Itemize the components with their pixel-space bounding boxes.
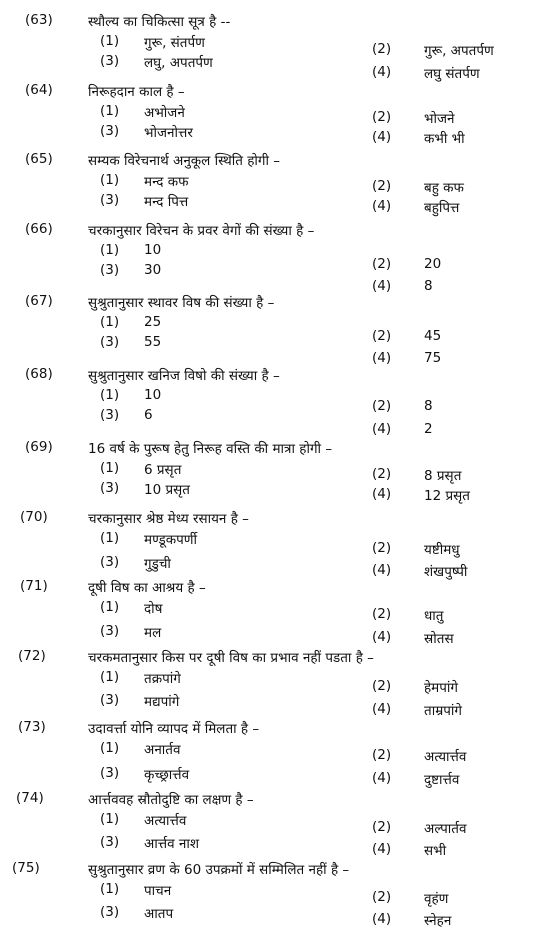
question-text: निरूहदान काल है –	[88, 84, 185, 100]
question-text: चरकानुसार विरेचन के प्रवर वेगों की संख्या है –	[88, 223, 315, 239]
question-70	[0, 509, 558, 580]
option-text: 8 प्रसृत	[424, 468, 462, 484]
question-number: (64)	[25, 82, 53, 98]
option-number: (2)	[372, 178, 392, 194]
question-number: (74)	[16, 790, 44, 806]
option-text: आर्त्तव नाश	[144, 836, 200, 852]
option-text: आतप	[144, 906, 174, 922]
option-text: कभी भी	[424, 131, 465, 147]
option-number: (1)	[100, 387, 120, 403]
option-text: यष्टीमधु	[424, 542, 460, 558]
question-63	[0, 12, 558, 82]
option-number: (1)	[100, 599, 120, 615]
question-71	[0, 578, 558, 647]
option-number: (4)	[372, 770, 392, 786]
option-text: 10	[144, 242, 162, 258]
option-number: (2)	[372, 109, 392, 125]
option-text: 75	[424, 350, 442, 366]
question-number: (73)	[18, 719, 46, 735]
option-number: (3)	[100, 53, 120, 69]
option-text: 25	[144, 314, 162, 330]
option-text: भोजने	[424, 111, 455, 127]
option-text: मद्यपांगे	[144, 694, 180, 710]
option-number: (1)	[100, 811, 120, 827]
option-number: (1)	[100, 530, 120, 546]
option-text: बहुपित्त	[424, 200, 460, 216]
option-number: (4)	[372, 350, 392, 366]
option-text: लघु संतर्पण	[424, 66, 480, 82]
option-text: अत्यार्त्तव	[144, 813, 187, 829]
option-text: बहु कफ	[424, 180, 464, 196]
option-number: (2)	[372, 889, 392, 905]
option-number: (1)	[100, 314, 120, 330]
option-text: कृच्छ्रार्त्तव	[144, 767, 190, 783]
question-66	[0, 221, 558, 294]
option-text: अभोजने	[144, 105, 185, 121]
question-73	[0, 719, 558, 788]
option-text: मल	[144, 625, 162, 641]
option-number: (3)	[100, 765, 120, 781]
question-67	[0, 293, 558, 366]
option-text: मन्द पित्त	[144, 194, 189, 210]
question-number: (65)	[25, 151, 53, 167]
question-64	[0, 82, 558, 147]
option-number: (1)	[100, 242, 120, 258]
question-text: सुश्रुतानुसार खनिज विषो की संख्या है –	[88, 368, 280, 384]
option-number: (2)	[372, 678, 392, 694]
option-number: (2)	[372, 328, 392, 344]
option-number: (3)	[100, 192, 120, 208]
option-text: हेमपांगे	[424, 680, 459, 696]
option-text: अनार्तव	[144, 742, 181, 758]
option-number: (4)	[372, 629, 392, 645]
option-text: पाचन	[144, 883, 172, 899]
option-text: मन्द कफ	[144, 174, 189, 190]
option-number: (3)	[100, 623, 120, 639]
option-text: 6	[144, 407, 153, 423]
option-number: (3)	[100, 834, 120, 850]
question-text: स्थौल्य का चिकित्सा सूत्र है --	[88, 14, 231, 30]
option-number: (3)	[100, 407, 120, 423]
option-text: दुष्टार्त्तव	[424, 772, 460, 788]
option-text: गुडुची	[144, 556, 171, 572]
question-text: सम्यक विरेचनार्थ अनुकूल स्थिति होगी –	[88, 153, 281, 169]
option-text: लघु, अपतर्पण	[144, 55, 213, 71]
option-text: दोष	[144, 601, 163, 617]
option-number: (1)	[100, 103, 120, 119]
option-text: सभी	[424, 843, 447, 859]
option-number: (4)	[372, 421, 392, 437]
question-text: आर्त्तववह स्रौतोदुष्टि का लक्षण है –	[88, 792, 254, 808]
option-text: 10	[144, 387, 162, 403]
option-number: (3)	[100, 554, 120, 570]
option-number: (3)	[100, 692, 120, 708]
option-number: (4)	[372, 486, 392, 502]
option-number: (3)	[100, 480, 120, 496]
question-74	[0, 790, 558, 859]
question-75	[0, 860, 558, 929]
option-text: गुरू, संतर्पण	[144, 35, 205, 51]
question-text: उदावर्त्ता योनि व्यापद में मिलता है –	[88, 721, 260, 737]
option-number: (4)	[372, 841, 392, 857]
option-number: (4)	[372, 562, 392, 578]
question-number: (70)	[20, 509, 48, 525]
option-number: (4)	[372, 129, 392, 145]
question-number: (67)	[25, 293, 53, 309]
option-number: (4)	[372, 278, 392, 294]
option-text: मण्डूकपर्णी	[144, 532, 198, 548]
option-number: (1)	[100, 881, 120, 897]
option-number: (1)	[100, 33, 120, 49]
option-number: (4)	[372, 64, 392, 80]
option-text: 45	[424, 328, 442, 344]
option-number: (2)	[372, 606, 392, 622]
option-number: (4)	[372, 701, 392, 717]
option-text: गुरू, अपतर्पण	[424, 43, 494, 59]
option-number: (1)	[100, 172, 120, 188]
option-number: (1)	[100, 460, 120, 476]
question-number: (71)	[20, 578, 48, 594]
option-text: तक्रपांगे	[144, 671, 181, 687]
option-text: ताम्रपांगे	[424, 703, 463, 719]
option-text: धातु	[424, 608, 444, 624]
option-number: (3)	[100, 904, 120, 920]
option-number: (4)	[372, 198, 392, 214]
question-text: सुश्रुतानुसार स्थावर विष की संख्या है –	[88, 295, 275, 311]
question-text: 16 वर्ष के पुरूष हेतु निरूह वस्ति की मात्रा होगी –	[88, 441, 333, 457]
option-text: शंखपुष्पी	[424, 564, 468, 580]
option-number: (1)	[100, 669, 120, 685]
question-number: (72)	[18, 648, 46, 664]
question-number: (66)	[25, 221, 53, 237]
option-number: (2)	[372, 819, 392, 835]
question-text: सुश्रुतानुसार व्रण के 60 उपक्रमों में सम्मिलित नहीं है –	[88, 862, 350, 878]
option-text: 8	[424, 398, 433, 414]
question-number: (75)	[12, 860, 40, 876]
option-text: वृहंण	[424, 891, 449, 907]
option-text: 2	[424, 421, 433, 437]
question-number: (63)	[25, 12, 53, 28]
option-number: (2)	[372, 466, 392, 482]
question-text: चरकमतानुसार किस पर दूषी विष का प्रभाव नहीं पडता है –	[88, 650, 374, 666]
option-text: 55	[144, 334, 162, 350]
question-number: (68)	[25, 366, 53, 382]
question-number: (69)	[25, 439, 53, 455]
option-text: अल्पार्तव	[424, 821, 467, 837]
option-text: 8	[424, 278, 433, 294]
option-text: स्नेहन	[424, 913, 452, 929]
option-number: (4)	[372, 911, 392, 927]
option-text: स्रोतस	[424, 631, 454, 647]
option-number: (3)	[100, 123, 120, 139]
question-text: चरकानुसार श्रेष्ठ मेध्य रसायन है –	[88, 511, 249, 527]
option-number: (2)	[372, 540, 392, 556]
question-69	[0, 439, 558, 504]
question-68	[0, 366, 558, 437]
question-65	[0, 151, 558, 216]
option-text: 6 प्रसृत	[144, 462, 182, 478]
option-text: 10 प्रसृत	[144, 482, 190, 498]
option-text: 12 प्रसृत	[424, 488, 470, 504]
option-text: अत्यार्त्तव	[424, 749, 467, 765]
option-number: (2)	[372, 398, 392, 414]
question-text: दूषी विष का आश्रय है –	[88, 580, 206, 596]
option-text: 30	[144, 262, 162, 278]
question-72	[0, 648, 558, 719]
option-number: (3)	[100, 334, 120, 350]
option-number: (2)	[372, 256, 392, 272]
option-text: भोजनोत्तर	[144, 125, 193, 141]
option-number: (2)	[372, 747, 392, 763]
option-number: (1)	[100, 740, 120, 756]
option-text: 20	[424, 256, 442, 272]
option-number: (2)	[372, 41, 392, 57]
option-number: (3)	[100, 262, 120, 278]
